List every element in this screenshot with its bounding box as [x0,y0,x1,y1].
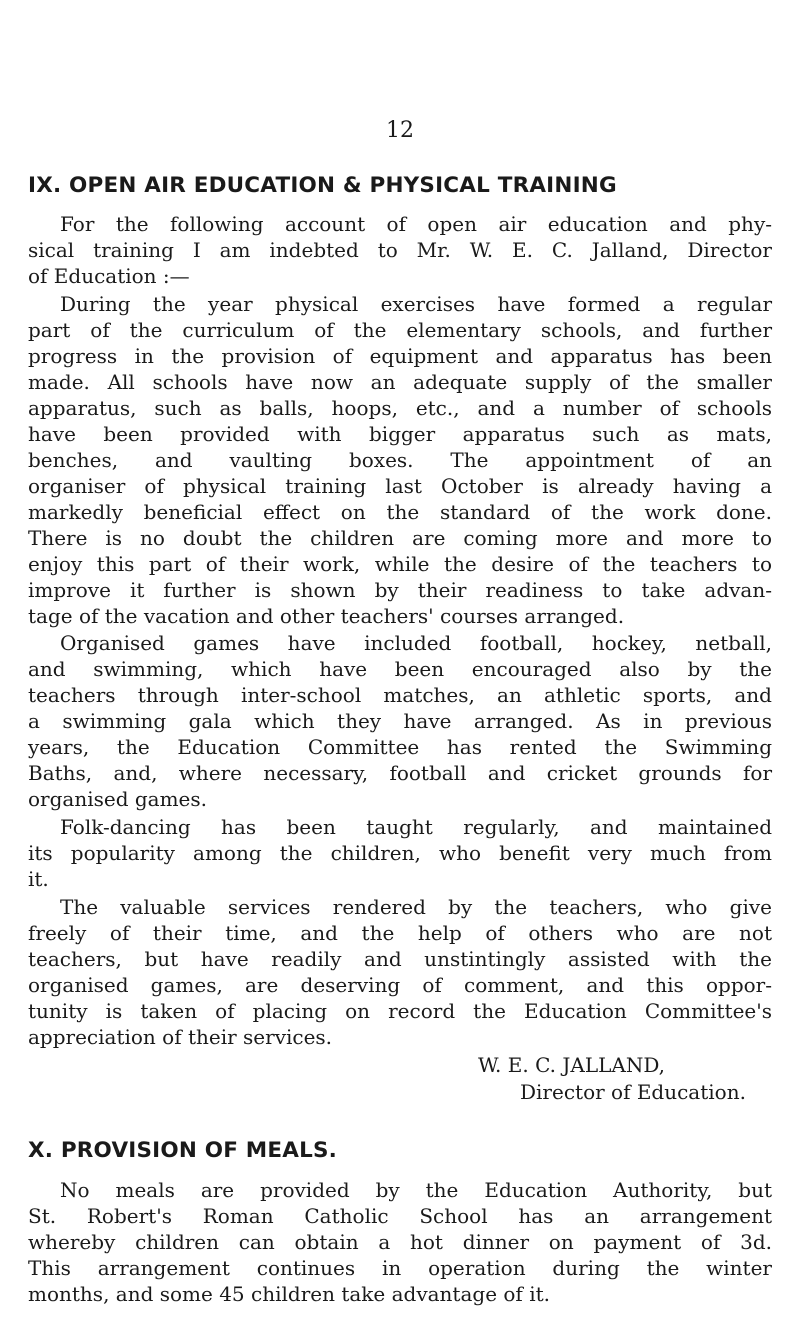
signature-title: Director of Education. [520,1080,746,1104]
paragraph-line: have been provided with bigger apparatus such as mats, [28,422,772,446]
page-number: 12 [386,118,414,143]
paragraph-line: and swimming, which have been encouraged also by the [28,657,772,681]
paragraph-line: organised games, are deserving of comment, and this oppor- [28,973,772,997]
paragraph-line: progress in the provision of equipment and apparatus has been [28,344,772,368]
paragraph-line: teachers, but have readily and unstintingly assisted with the [28,947,772,971]
paragraph-line: tage of the vacation and other teachers' courses arranged. [28,604,625,628]
paragraph-line: tunity is taken of placing on record the Education Committee's [28,999,772,1023]
paragraph-line: months, and some 45 children take advantage of it. [28,1282,550,1306]
section-heading-open-air-education: IX. OPEN AIR EDUCATION & PHYSICAL TRAINING [28,173,617,198]
paragraph-line: Baths, and, where necessary, football and cricket grounds for [28,761,772,785]
paragraph-line: For the following account of open air education and phy- [60,212,772,236]
paragraph-line: years, the Education Committee has rented the Swimming [28,735,772,759]
paragraph-line: benches, and vaulting boxes. The appointment of an [28,448,772,472]
paragraph-line: Folk-dancing has been taught regularly, and maintained [60,815,772,839]
paragraph-line: The valuable services rendered by the teachers, who give [60,895,772,919]
paragraph-line: made. All schools have now an adequate supply of the smaller [28,370,772,394]
paragraph-line: teachers through inter-school matches, an athletic sports, and [28,683,772,707]
paragraph-line: freely of their time, and the help of others who are not [28,921,772,945]
paragraph-line: sical training I am indebted to Mr. W. E. C. Jalland, Director [28,238,772,262]
paragraph-line: it. [28,867,49,891]
paragraph-line: organised games. [28,787,208,811]
paragraph-line: a swimming gala which they have arranged. As in previous [28,709,772,733]
paragraph-line: organiser of physical training last October is already having a [28,474,772,498]
section-heading-provision-of-meals: X. PROVISION OF MEALS. [28,1138,338,1163]
paragraph-line: of Education :— [28,264,190,288]
paragraph-line: No meals are provided by the Education Authority, but [60,1178,772,1202]
paragraph-line: enjoy this part of their work, while the desire of the teachers to [28,552,772,576]
paragraph-line: markedly beneficial effect on the standard of the work done. [28,500,772,524]
paragraph-line: During the year physical exercises have formed a regular [60,292,772,316]
signature-name: W. E. C. JALLAND, [478,1053,666,1077]
paragraph-line: There is no doubt the children are coming more and more to [28,526,772,550]
paragraph-line: St. Robert's Roman Catholic School has an arrangement [28,1204,772,1228]
paragraph-line: This arrangement continues in operation during the winter [28,1256,772,1280]
paragraph-line: part of the curriculum of the elementary schools, and further [28,318,772,342]
paragraph-line: improve it further is shown by their readiness to take advan- [28,578,772,602]
paragraph-line: apparatus, such as balls, hoops, etc., and a number of schools [28,396,772,420]
paragraph-line: Organised games have included football, hockey, netball, [60,631,772,655]
paragraph-line: whereby children can obtain a hot dinner on payment of 3d. [28,1230,772,1254]
paragraph-line: its popularity among the children, who benefit very much from [28,841,772,865]
paragraph-line: appreciation of their services. [28,1025,333,1049]
